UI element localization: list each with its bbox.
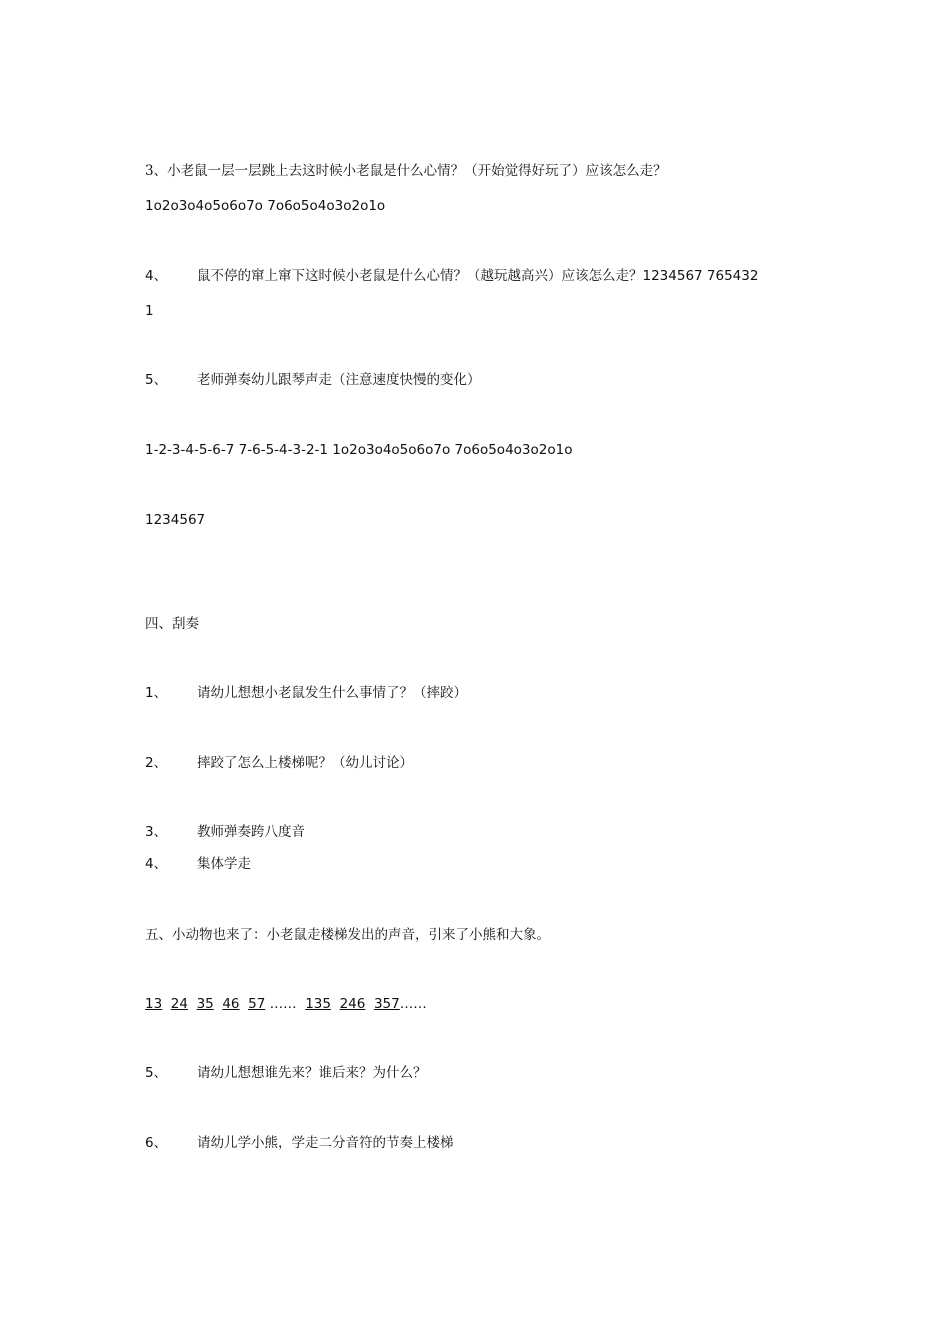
notes-5b: 1234567 [145, 512, 206, 528]
interval-24: 24 [170, 996, 188, 1012]
item-text: 鼠不停的窜上窜下这时候小老鼠是什么心情？（越玩越高兴）应该怎么走？ [197, 268, 643, 284]
interval-13: 13 [145, 996, 163, 1012]
notes-3: 1o2o3o4o5o6o7o 7o6o5o4o3o2o1o [145, 198, 386, 214]
item-number: 5、 [145, 372, 168, 388]
triad-357: 357 [373, 996, 400, 1012]
ellipsis: …… [399, 996, 427, 1012]
ellipsis: …… [269, 996, 297, 1012]
item-3-mouse-jumps: 3、小老鼠一层一层跳上去这时候小老鼠是什么心情？（开始觉得好玩了）应该怎么走？ [145, 163, 667, 179]
item-number: 5、 [145, 1065, 168, 1081]
item-number: 6、 [145, 1135, 168, 1151]
interval-46: 46 [222, 996, 240, 1012]
notes-5a: 1-2-3-4-5-6-7 7-6-5-4-3-2-1 1o2o3o4o5o6o7o 7o6o5o4o3o2o1o [145, 442, 573, 458]
interval-57: 57 [248, 996, 266, 1012]
item-text: 教师弹奏跨八度音 [197, 824, 305, 840]
item-number: 4、 [145, 268, 168, 284]
item-4-continued: 1 [145, 303, 154, 319]
item-4-mouse-up-down [145, 267, 758, 285]
item-notes: 1234567 765432 [642, 268, 759, 284]
list-item [145, 1064, 427, 1082]
item-text: 请幼儿学小熊，学走二分音符的节奏上楼梯 [197, 1135, 454, 1151]
triad-246: 246 [339, 996, 366, 1012]
interval-35: 35 [196, 996, 214, 1012]
item-text: 请幼儿想想小老鼠发生什么事情了？（摔跤） [197, 685, 467, 701]
item-number: 4、 [145, 856, 168, 872]
list-item [145, 1134, 454, 1152]
item-5-follow-piano [145, 371, 481, 389]
list-item [145, 684, 467, 702]
section-5-heading: 五、小动物也来了：小老鼠走楼梯发出的声音，引来了小熊和大象。 [145, 927, 550, 943]
list-item [145, 855, 251, 873]
item-text: 集体学走 [197, 856, 251, 872]
item-number: 3、 [145, 824, 168, 840]
interval-notes [145, 995, 427, 1013]
item-text: 请幼儿想想谁先来？谁后来？为什么？ [197, 1065, 427, 1081]
item-number: 1、 [145, 685, 168, 701]
triad-135: 135 [305, 996, 331, 1012]
item-text: 老师弹奏幼儿跟琴声走（注意速度快慢的变化） [197, 372, 481, 388]
list-item [145, 754, 413, 772]
list-item [145, 823, 305, 841]
item-number: 2、 [145, 755, 168, 771]
item-text: 摔跤了怎么上楼梯呢？（幼儿讨论） [197, 755, 413, 771]
section-4-heading: 四、刮奏 [145, 616, 199, 632]
